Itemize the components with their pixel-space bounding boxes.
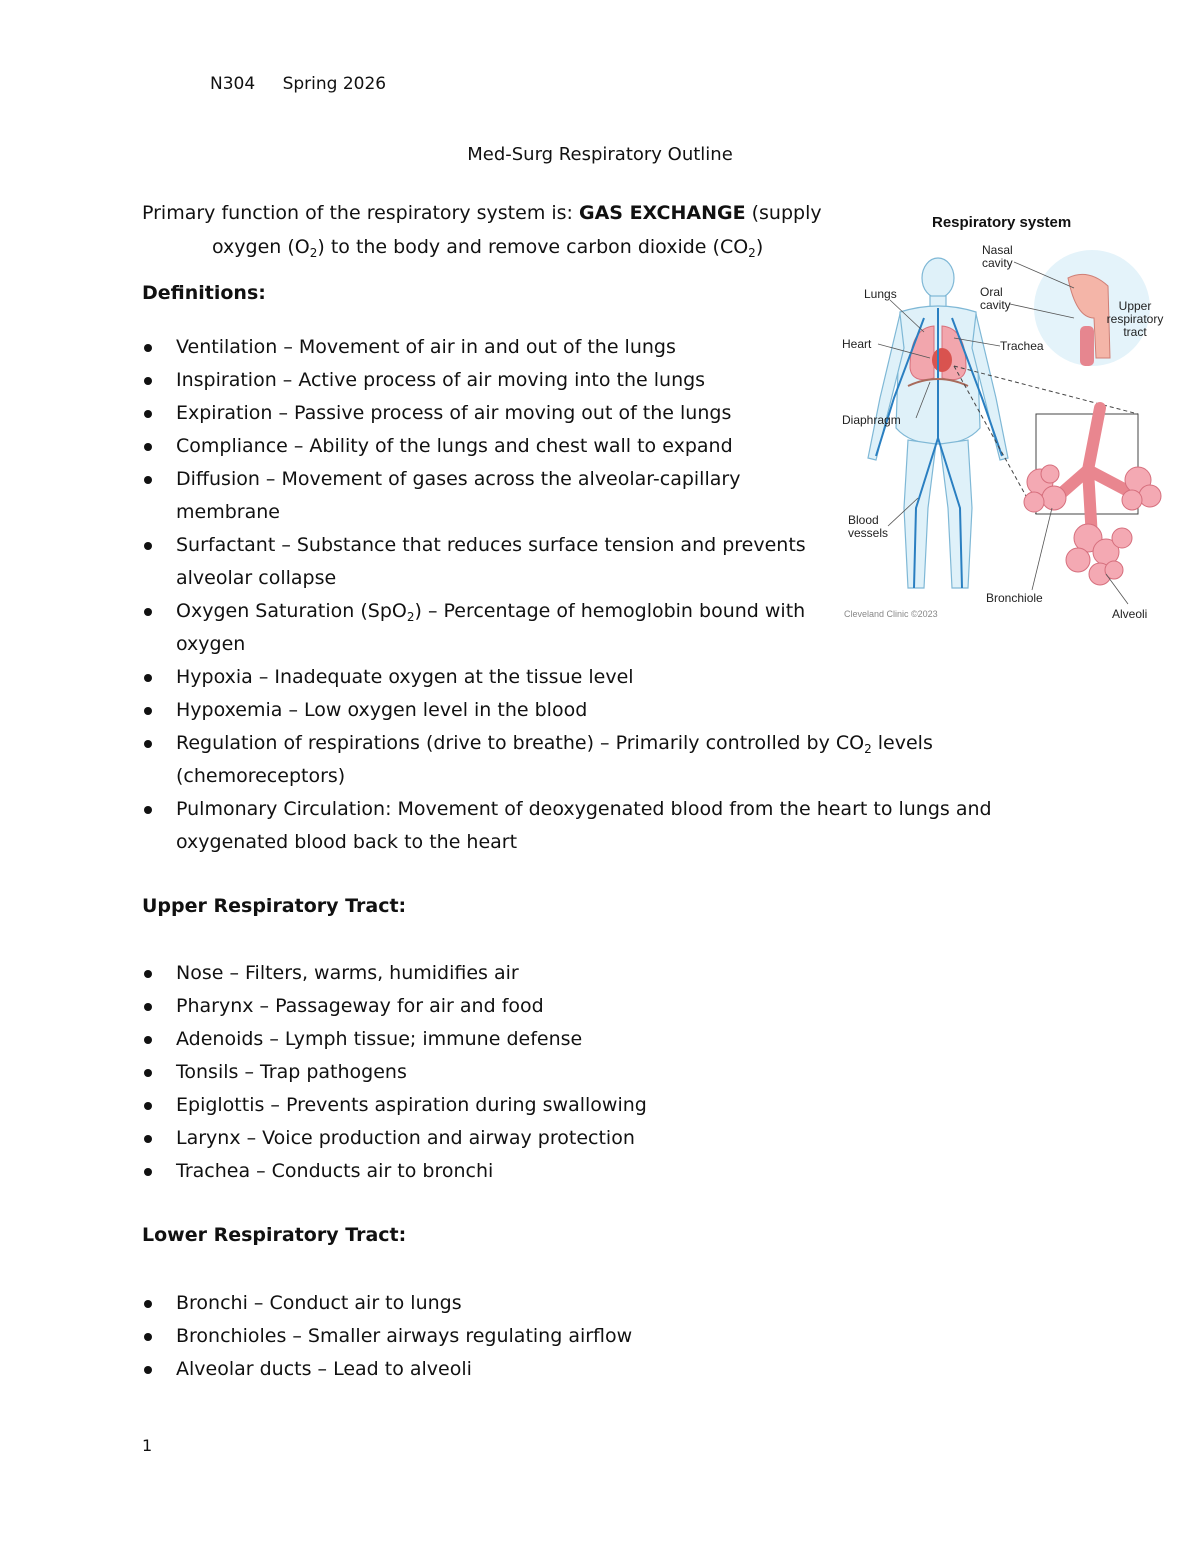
gas-exchange-emphasis: GAS EXCHANGE <box>578 202 746 224</box>
primary-function-statement: Primary function of the respiratory system is: GAS EXCHANGE (supply oxygen $(O_2)$ to the body and remove carbon dioxide $(CO_2)$ <box>142 202 822 260</box>
label-trachea: Trachea <box>1000 339 1044 353</box>
list-item: Compliance – Ability of the lungs and chest wall to expand <box>142 430 822 463</box>
list-item: Adenoids – Lymph tissue; immune defense <box>142 1023 822 1056</box>
definitions-list <box>142 331 822 727</box>
definitions-heading: Definitions: <box>142 282 266 304</box>
list-item: Alveolar ducts – Lead to alveoli <box>142 1353 822 1386</box>
list-item: Surfactant – Substance that reduces surface tension and prevents alveolar collapse <box>142 529 822 595</box>
list-item: Ventilation – Movement of air in and out of the lungs <box>142 331 822 364</box>
label-diaphragm: Diaphragm <box>842 413 901 427</box>
lower-tract-heading: Lower Respiratory Tract: <box>142 1224 407 1246</box>
list-item: Nose – Filters, warms, humidifies air <box>142 957 822 990</box>
image-credit: Cleveland Clinic ©2023 <box>844 609 938 619</box>
label-bronchiole: Bronchiole <box>986 591 1043 605</box>
list-item: Pulmonary Circulation: Movement of deoxygenated blood from the heart to lungs and oxygenated blood back to the heart <box>142 793 1022 859</box>
list-item: Oxygen Saturation (SpO$_2$) – Percentage of hemoglobin bound with oxygen <box>142 595 822 661</box>
respiratory-system-figure <box>838 208 1168 628</box>
list-item: Larynx – Voice production and airway protection <box>142 1122 822 1155</box>
course-code: N304 <box>210 74 256 94</box>
list-item: Bronchioles – Smaller airways regulating airflow <box>142 1320 822 1353</box>
list-item: Epiglottis – Prevents aspiration during swallowing <box>142 1089 822 1122</box>
list-item: Hypoxia – Inadequate oxygen at the tissue level <box>142 661 822 694</box>
list-item: Trachea – Conducts air to bronchi <box>142 1155 822 1188</box>
label-blood-vessels: Blood vessels <box>848 513 889 540</box>
list-item: Hypoxemia – Low oxygen level in the blood <box>142 694 822 727</box>
definitions-list-continued <box>142 727 1022 859</box>
list-item: Bronchi – Conduct air to lungs <box>142 1287 822 1320</box>
label-alveoli: Alveoli <box>1112 607 1148 621</box>
upper-tract-heading: Upper Respiratory Tract: <box>142 895 407 917</box>
figure-title: Respiratory system <box>932 214 1072 231</box>
list-item: Pharynx – Passageway for air and food <box>142 990 822 1023</box>
page-number: 1 <box>142 1436 153 1455</box>
label-oral-cavity: Oral cavity <box>980 285 1011 312</box>
label-lungs: Lungs <box>864 287 897 301</box>
label-heart: Heart <box>842 337 872 351</box>
list-item: Expiration – Passive process of air moving out of the lungs <box>142 397 822 430</box>
list-item: Regulation of respirations (drive to breathe) – Primarily controlled by $CO_2$ levels (chemoreceptors) <box>142 727 1022 793</box>
lower-tract-list <box>142 1287 822 1386</box>
page-header <box>210 74 408 94</box>
heart-shape <box>932 348 952 372</box>
label-nasal-cavity: Nasal cavity <box>982 243 1013 270</box>
page-title: Med-Surg Respiratory Outline <box>467 144 733 165</box>
list-item: Diffusion – Movement of gases across the alveolar-capillary membrane <box>142 463 822 529</box>
term: Spring 2026 <box>282 74 387 94</box>
bronchi-tree <box>1056 408 1126 538</box>
list-item: Tonsils – Trap pathogens <box>142 1056 822 1089</box>
upper-tract-list <box>142 957 822 1188</box>
list-item: Inspiration – Active process of air moving into the lungs <box>142 364 822 397</box>
label-upper-respiratory-tract: Upper respiratory tract <box>1106 299 1164 339</box>
